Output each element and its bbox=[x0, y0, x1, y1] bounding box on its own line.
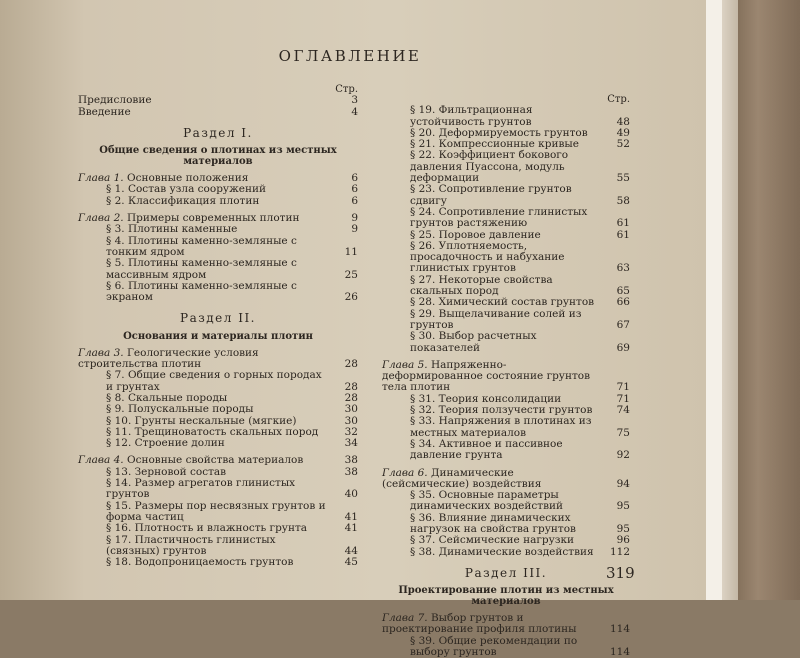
section-subtitle: Проектирование плотин из местных материалов bbox=[398, 585, 614, 608]
page-heading: ОГЛАВЛЕНИЕ bbox=[278, 47, 422, 65]
toc-row: § 25. Поровое давление 61 bbox=[410, 228, 630, 241]
toc-row: Глава 1. Основные положения 6 bbox=[78, 172, 358, 185]
toc-row: § 20. Деформируемость грунтов 49 bbox=[410, 126, 630, 139]
toc-row: § 1. Состав узла сооружений 6 bbox=[106, 183, 358, 196]
toc-row: § 31. Теория консолидации 71 bbox=[410, 392, 630, 405]
section-subtitle: Основания и материалы плотин bbox=[123, 330, 313, 342]
toc-row: § 11. Трещиноватость скальных пород 32 bbox=[106, 425, 358, 438]
wooden-surface bbox=[730, 0, 800, 600]
toc-row: Предисловие 3 bbox=[78, 94, 358, 107]
toc-row: § 9. Полускальные породы 30 bbox=[106, 403, 358, 416]
page-number: 319 bbox=[606, 564, 635, 582]
toc-row: § 29. Выщелачивание солей из грунтов 67 bbox=[410, 307, 630, 331]
toc-row: § 23. Сопротивление грунтов сдвигу 58 bbox=[410, 183, 630, 207]
toc-row: § 13. Зерновой состав 38 bbox=[106, 465, 358, 478]
section-title: Раздел II. bbox=[180, 311, 256, 326]
toc-row: Глава 5. Напряженно-деформированное состояние грунтов тела плотин 71 bbox=[382, 358, 630, 394]
section-subtitle: Общие сведения о плотинах из местных материалов bbox=[99, 145, 337, 168]
page-column-label: Стр. bbox=[607, 94, 630, 105]
toc-row: § 34. Активное и пассивное давление грунта 92 bbox=[410, 437, 630, 462]
toc-row: § 12. Строение долин 34 bbox=[106, 437, 358, 450]
toc-row: § 36. Влияние динамических нагрузок на свойства грунтов 95 bbox=[410, 511, 630, 535]
toc-row: § 32. Теория ползучести грунтов 74 bbox=[410, 404, 630, 417]
toc-row: § 27. Некоторые свойства скальных пород 65 bbox=[410, 273, 630, 298]
toc-row: § 3. Плотины каменные 9 bbox=[106, 223, 358, 236]
toc-row: § 30. Выбор расчетных показателей 69 bbox=[410, 330, 630, 354]
section-title: Раздел I. bbox=[183, 125, 253, 140]
toc-row: § 33. Напряжения в плотинах из местных материалов 75 bbox=[410, 415, 630, 439]
toc-row: § 38. Динамические воздействия 112 bbox=[410, 545, 630, 558]
section-title: Раздел III. bbox=[464, 565, 548, 580]
right-column bbox=[382, 94, 630, 658]
toc-row: § 39. Общие рекомендации по выбору грунтов 114 bbox=[410, 634, 630, 658]
toc-row: § 16. Плотность и влажность грунта 41 bbox=[106, 522, 358, 535]
toc-row: Введение 4 bbox=[78, 105, 358, 118]
toc-row: § 19. Фильтрационная устойчивость грунтов 48 bbox=[410, 104, 630, 128]
toc-row: § 35. Основные параметры динамических воздействий 95 bbox=[410, 489, 630, 513]
toc-row: § 26. Уплотняемость, просадочность и набухание глинистых грунтов 63 bbox=[410, 239, 630, 275]
left-column bbox=[78, 84, 358, 568]
toc-row: Глава 6. Динамические (сейсмические) воздействия 94 bbox=[382, 466, 630, 490]
toc-row: Глава 4. Основные свойства материалов 38 bbox=[78, 454, 358, 467]
toc-row: § 14. Размер агрегатов глинистых грунтов 40 bbox=[106, 477, 358, 501]
toc-row: § 15. Размеры пор несвязных грунтов и форма частиц 41 bbox=[106, 499, 358, 523]
toc-row: § 21. Компрессионные кривые 52 bbox=[410, 138, 630, 151]
toc-row: § 22. Коэффициент бокового давления Пуассона, модуль деформации 55 bbox=[410, 149, 630, 185]
toc-list-part1 bbox=[78, 173, 358, 303]
toc-row: § 17. Пластичность глинистых (связных) грунтов 44 bbox=[106, 533, 358, 557]
toc-row: § 5. Плотины каменно-земляные с массивным ядром 25 bbox=[106, 257, 358, 281]
toc-row: § 10. Грунты нескальные (мягкие) 30 bbox=[106, 414, 358, 427]
toc-row: § 7. Общие сведения о горных породах и грунтах 28 bbox=[106, 369, 358, 393]
toc-row: § 2. Классификация плотин 6 bbox=[106, 194, 358, 207]
toc-row: § 37. Сейсмические нагрузки 96 bbox=[410, 534, 630, 547]
toc-row: Глава 2. Примеры современных плотин 9 bbox=[78, 212, 358, 225]
toc-list-part2 bbox=[78, 348, 358, 569]
toc-row: Глава 7. Выбор грунтов и проектирование профиля плотины 114 bbox=[382, 612, 630, 636]
page-column-label: Стр. bbox=[335, 84, 358, 95]
toc-row: § 18. Водопроницаемость грунтов 45 bbox=[106, 556, 358, 569]
toc-row: § 6. Плотины каменно-земляные с экраном 26 bbox=[106, 279, 358, 304]
toc-row: § 8. Скальные породы 28 bbox=[106, 391, 358, 404]
toc-row: Глава 3. Геологические условия строительства плотин 28 bbox=[78, 346, 358, 371]
toc-row: § 4. Плотины каменно-земляные с тонким ядром 11 bbox=[106, 234, 358, 258]
toc-row: § 24. Сопротивление глинистых грунтов растяжению 61 bbox=[410, 205, 630, 230]
toc-row: § 28. Химический состав грунтов 66 bbox=[410, 296, 630, 309]
